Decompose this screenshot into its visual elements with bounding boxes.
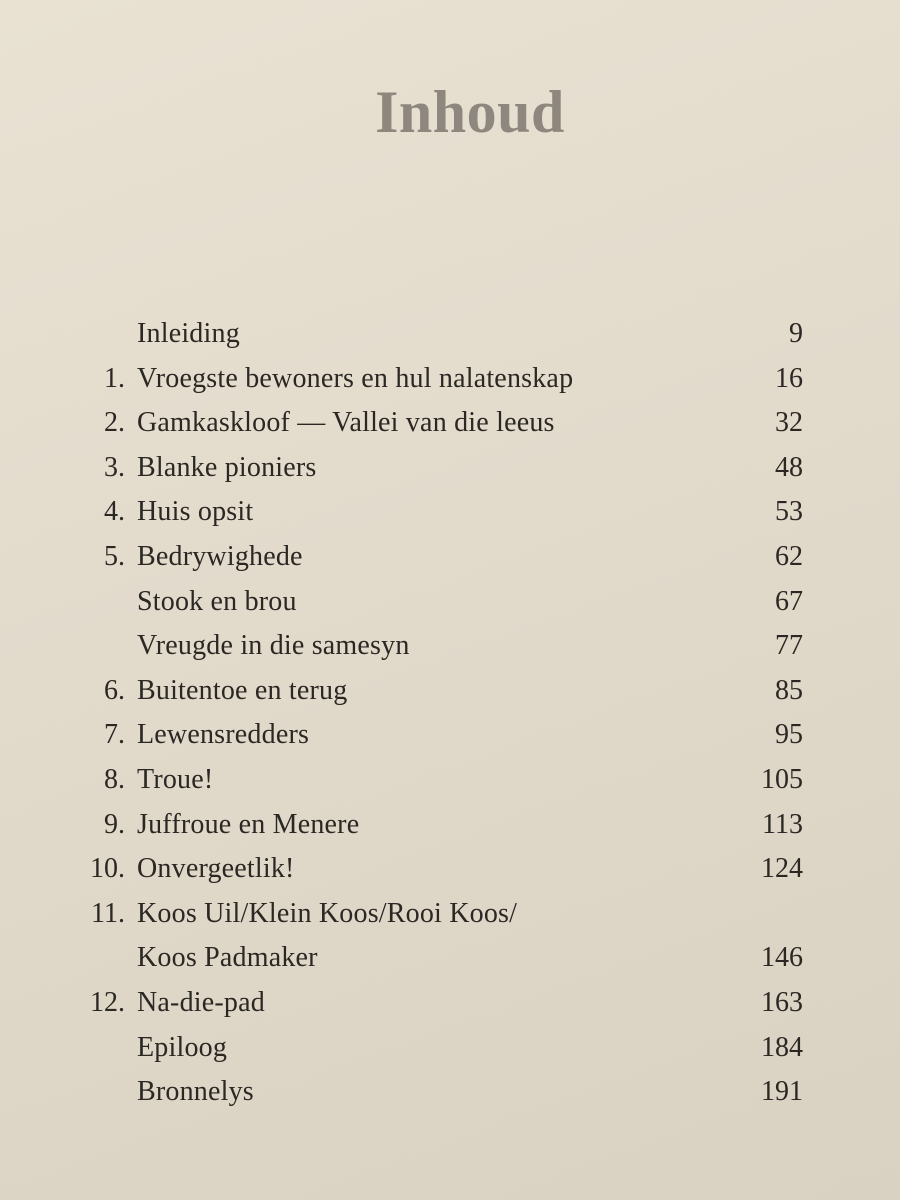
toc-entry: [0, 446, 900, 491]
toc-entry: [0, 535, 900, 580]
page-title: Inhoud: [375, 79, 565, 145]
chapter-title: Vreugde in die samesyn: [137, 630, 410, 662]
chapter-number: 5.: [104, 540, 125, 572]
chapter-title: Vroegste bewoners en hul nalatenskap: [137, 362, 574, 394]
chapter-number: 11.: [91, 897, 125, 929]
chapter-title: Huis opsit: [137, 496, 254, 528]
chapter-title: Buitentoe en terug: [137, 674, 348, 706]
toc-entry: [0, 847, 900, 892]
page-number: 77: [775, 630, 803, 662]
toc-entry: [0, 892, 900, 937]
chapter-title: Epiloog: [137, 1031, 228, 1063]
toc-entry: [0, 1070, 900, 1115]
page-number: 67: [775, 585, 803, 617]
page-number: 191: [761, 1076, 803, 1108]
toc-entry: [0, 803, 900, 848]
chapter-title: Juffroue en Menere: [137, 808, 360, 840]
page-number: 53: [775, 496, 803, 528]
chapter-title: Inleiding: [137, 318, 240, 349]
chapter-title: Lewensredders: [137, 719, 310, 751]
page-number: 85: [775, 674, 803, 706]
toc-entry: [0, 758, 900, 803]
page-number: 184: [761, 1031, 803, 1063]
toc-entry: [0, 669, 900, 714]
toc-entry: [0, 624, 900, 669]
page-number: 9: [789, 318, 803, 349]
chapter-number: 2.: [104, 407, 125, 439]
chapter-title: Bedrywighede: [137, 540, 303, 572]
chapter-number: 8.: [104, 763, 125, 795]
page-number: 105: [761, 763, 803, 795]
chapter-title: Koos Padmaker: [137, 942, 318, 974]
chapter-title: Na-die-pad: [137, 986, 265, 1018]
chapter-number: 7.: [104, 719, 125, 751]
toc-entry: [0, 981, 900, 1026]
chapter-number: 3.: [104, 451, 125, 483]
chapter-number: 6.: [104, 674, 125, 706]
chapter-title: Koos Uil/Klein Koos/Rooi Koos/: [137, 897, 518, 929]
page-number: 48: [775, 451, 803, 483]
chapter-number: 1.: [104, 362, 125, 394]
page-number: 32: [775, 407, 803, 439]
page-number: 124: [761, 853, 803, 885]
page-number: 16: [775, 362, 803, 394]
page-number: 146: [761, 942, 803, 974]
toc-entry: [0, 713, 900, 758]
toc-entry: [0, 312, 900, 357]
chapter-number: 10.: [90, 853, 125, 885]
chapter-number: 9.: [104, 808, 125, 840]
table-of-contents: [0, 312, 900, 1115]
page-number: 113: [762, 808, 803, 840]
toc-entry: [0, 936, 900, 981]
page-number: 163: [761, 986, 803, 1018]
page-number: 62: [775, 540, 803, 572]
chapter-number: 12.: [90, 986, 125, 1018]
toc-entry: [0, 580, 900, 625]
chapter-title: Blanke pioniers: [137, 451, 317, 483]
toc-entry: [0, 1026, 900, 1071]
page-number: 95: [775, 719, 803, 751]
chapter-title: Gamkaskloof — Vallei van die leeus: [137, 407, 555, 439]
chapter-title: Troue!: [137, 763, 214, 795]
toc-entry: [0, 401, 900, 446]
chapter-title: Stook en brou: [137, 585, 297, 617]
toc-entry: [0, 357, 900, 402]
chapter-title: Onvergeetlik!: [137, 853, 295, 885]
chapter-title: Bronnelys: [137, 1076, 254, 1108]
chapter-number: 4.: [104, 496, 125, 528]
toc-entry: [0, 490, 900, 535]
